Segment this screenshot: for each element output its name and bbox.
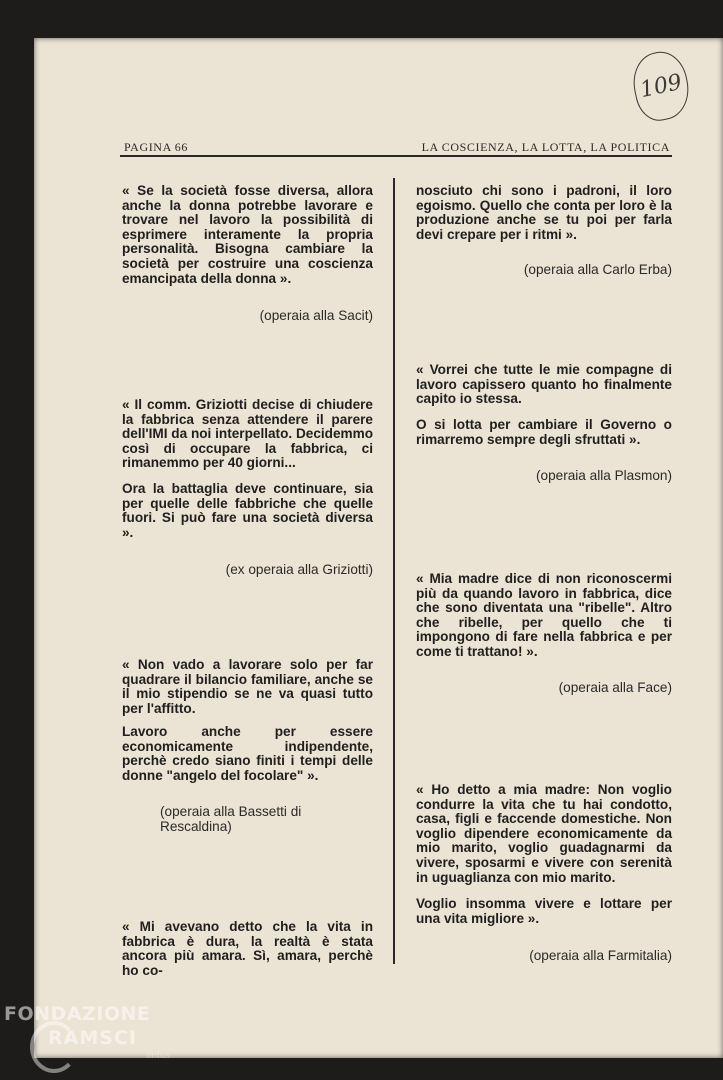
source-face: (operaia alla Face)	[558, 680, 672, 695]
source-plasmon: (operaia alla Plasmon)	[535, 468, 672, 483]
handwritten-page-number: 109	[628, 47, 695, 125]
quote-bassetti-part1: « Non vado a lavorare solo per far quadrare il bilancio familiare, anche se il mio stipendio se ne va quasi tutto per l'affitto.	[122, 657, 373, 716]
source-griziotti: (ex operaia alla Griziotti)	[225, 562, 373, 577]
watermark-logo	[4, 1003, 204, 1073]
watermark-line2: RAMSCI	[48, 1027, 137, 1049]
source-sacit: (operaia alla Sacit)	[259, 308, 373, 323]
watermark-line1: FONDAZIONE	[4, 1003, 151, 1025]
quote-sacit: « Se la società fosse diversa, allora anche la donna potrebbe lavorare e trovare nel lavoro la possibilità di esprimere interamente la propria personalità. Bisogna cambiare la società per costruire una coscienza emancipata della donna ».	[122, 183, 373, 286]
source-bassetti: (operaia alla Bassetti di Rescaldina)	[160, 804, 302, 834]
quote-plasmon-part2: O si lotta per cambiare il Governo o rimarremo sempre degli sfruttati ».	[416, 417, 672, 447]
column-divider	[393, 178, 395, 964]
quote-griziotti-part2: Ora la battaglia deve continuare, sia per quelle delle fabbriche che quelle fuori. Si può fare una società diversa ».	[122, 481, 373, 540]
quote-griziotti-part1: « Il comm. Griziotti decise di chiudere la fabbrica senza attendere il parere dell'IMI da noi interpellato. Decidemmo così di occupare la fabbrica, ci rimanemmo per 40 giorni...	[122, 397, 373, 471]
header-rule	[120, 155, 672, 157]
quote-plasmon-part1: « Vorrei che tutte le mie compagne di lavoro capissero quanto ho finalmente capito io stessa.	[416, 362, 672, 407]
source-carlo-erba: (operaia alla Carlo Erba)	[523, 262, 672, 277]
quote-carlo-erba: nosciuto chi sono i padroni, il loro egoismo. Quello che conta per loro è la produzione anche se tu poi per farla devi crepare per i ritmi ».	[416, 183, 672, 242]
quote-continued: « Mi avevano detto che la vita in fabbrica è dura, la realtà è stata ancora più amara. Sì, amara, perchè ho co-	[122, 919, 373, 978]
quote-farmitalia-part1: « Ho detto a mia madre: Non voglio condurre la vita che tu hai condotto, casa, figli e faccende domestiche. Non voglio dipendere economicamente da mio marito, voglio guadagnarmi da vivere, sposarmi e vivere con serenità in uguaglianza con mio marito.	[416, 782, 672, 885]
source-farmitalia: (operaia alla Farmitalia)	[529, 948, 672, 963]
watermark-line3: onlus	[146, 1051, 171, 1061]
header-section-title: LA COSCIENZA, LA LOTTA, LA POLITICA	[421, 140, 670, 154]
quote-farmitalia-part2: Voglio insomma vivere e lottare per una vita migliore ».	[416, 896, 672, 926]
quote-face: « Mia madre dice di non riconoscermi più da quando lavoro in fabbrica, dice che sono diventata una "ribelle". Altro che ribelle, per quello che ti impongono di fare nella fabbrica e per come ti trattano! ».	[416, 571, 672, 659]
header-page-label: PAGINA 66	[124, 140, 188, 154]
quote-bassetti-part2: Lavoro anche per essere economicamente indipendente, perchè credo siano finiti i tempi delle donne "angelo del focolare" ».	[122, 724, 373, 783]
